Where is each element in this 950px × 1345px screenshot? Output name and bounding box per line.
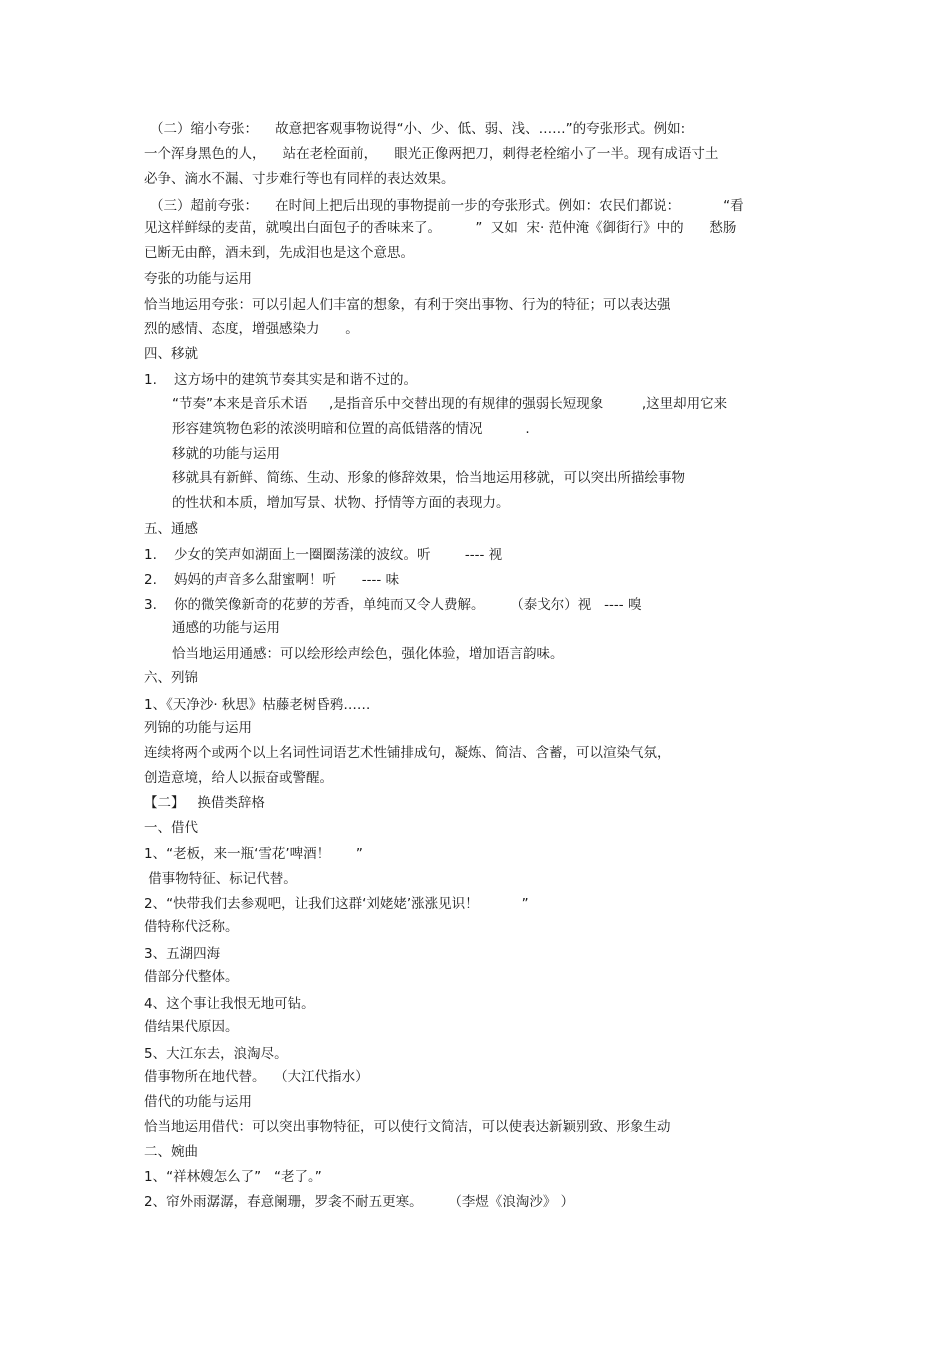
text-line: 借事物特征、标记代替。 bbox=[144, 871, 297, 887]
list-item: 1. 少女的笑声如湖面上一圈圈荡漾的波纹。听 ---- 视 bbox=[144, 547, 503, 563]
text-line: 恰当地运用通感：可以绘形绘声绘色，强化体验，增加语言韵味。 bbox=[172, 646, 564, 662]
text-line: 已断无由醉，酒未到，先成泪也是这个意思。 bbox=[144, 245, 414, 261]
list-item: 2、“快带我们去参观吧，让我们这群‘刘姥姥’涨涨见识！ ” bbox=[144, 896, 529, 912]
section-heading: 借代的功能与运用 bbox=[144, 1094, 252, 1110]
list-item: 1、《天净沙· 秋思》枯藤老树昏鸦…… bbox=[144, 697, 371, 713]
list-item: 3. 你的微笑像新奇的花萝的芳香，单纯而又令人费解。 （泰戈尔）视 ---- 嗅 bbox=[144, 597, 642, 613]
text-line: 连续将两个或两个以上名词性词语艺术性铺排成句，凝炼、简洁、含蓄，可以渲染气氛， bbox=[144, 745, 671, 761]
list-item: 2. 妈妈的声音多么甜蜜啊！听 ---- 味 bbox=[144, 572, 400, 588]
text-line: 恰当地运用夸张：可以引起人们丰富的想象，有利于突出事物、行为的特征；可以表达强 bbox=[144, 297, 671, 313]
text-line: 借特称代泛称。 bbox=[144, 919, 239, 935]
list-item: 1. 这方场中的建筑节奏其实是和谐不过的。 bbox=[144, 372, 418, 388]
text-line: （三）超前夸张： 在时间上把后出现的事物提前一步的夸张形式。例如：农民们都说： “看 bbox=[150, 198, 744, 214]
section-heading: 夸张的功能与运用 bbox=[144, 271, 252, 287]
section-heading: 【二】 换借类辞格 bbox=[144, 795, 265, 811]
text-line: 必争、滴水不漏、寸步难行等也有同样的表达效果。 bbox=[144, 171, 455, 187]
section-heading: 移就的功能与运用 bbox=[172, 446, 280, 462]
list-item: 3、五湖四海 bbox=[144, 946, 221, 962]
text-line: 形容建筑物色彩的浓淡明暗和位置的高低错落的情况 . bbox=[172, 421, 530, 437]
section-heading: 四、移就 bbox=[144, 346, 198, 362]
text-line: 借部分代整体。 bbox=[144, 969, 239, 985]
text-line: 移就具有新鲜、简练、生动、形象的修辞效果，恰当地运用移就，可以突出所描绘事物 bbox=[172, 470, 685, 486]
section-heading: 列锦的功能与运用 bbox=[144, 720, 252, 736]
text-line: “节奏”本来是音乐术语 ,是指音乐中交替出现的有规律的强弱长短现象 ,这里却用它来 bbox=[172, 396, 728, 412]
list-item: 2、帘外雨潺潺，春意阑珊，罗衾不耐五更寒。 （李煜《浪淘沙》 ） bbox=[144, 1194, 575, 1210]
text-line: 见这样鲜绿的麦苗，就嗅出白面包子的香味来了。 ” 又如 宋· 范仲淹《御街行》中的 愁肠 bbox=[144, 220, 737, 236]
text-line: 的性状和本质，增加写景、状物、抒情等方面的表现力。 bbox=[172, 495, 510, 511]
text-line: 借结果代原因。 bbox=[144, 1019, 239, 1035]
list-item: 1、“祥林嫂怎么了” “老了。” bbox=[144, 1169, 322, 1185]
section-heading: 通感的功能与运用 bbox=[172, 620, 280, 636]
text-line: 借事物所在地代替。 （大江代指水） bbox=[144, 1069, 369, 1085]
list-item: 5、大江东去，浪淘尽。 bbox=[144, 1046, 288, 1062]
section-heading: 二、婉曲 bbox=[144, 1144, 198, 1160]
list-item: 1、“老板，来一瓶‘雪花’啤酒！ ” bbox=[144, 846, 363, 862]
list-item: 4、这个事让我恨无地可钻。 bbox=[144, 996, 315, 1012]
text-line: 一个浑身黑色的人， 站在老栓面前， 眼光正像两把刀，刺得老栓缩小了一半。现有成语寸土 bbox=[144, 146, 719, 162]
text-line: （二）缩小夸张： 故意把客观事物说得“小、少、低、弱、浅、……”的夸张形式。例如: bbox=[150, 121, 686, 137]
text-line: 烈的感情、态度，增强感染力 。 bbox=[144, 321, 359, 337]
text-line: 恰当地运用借代：可以突出事物特征，可以使行文简洁，可以使表达新颖别致、形象生动 bbox=[144, 1119, 671, 1135]
section-heading: 五、通感 bbox=[144, 521, 198, 537]
text-line: 创造意境，给人以振奋或警醒。 bbox=[144, 770, 333, 786]
section-heading: 一、借代 bbox=[144, 820, 198, 836]
section-heading: 六、列锦 bbox=[144, 670, 198, 686]
